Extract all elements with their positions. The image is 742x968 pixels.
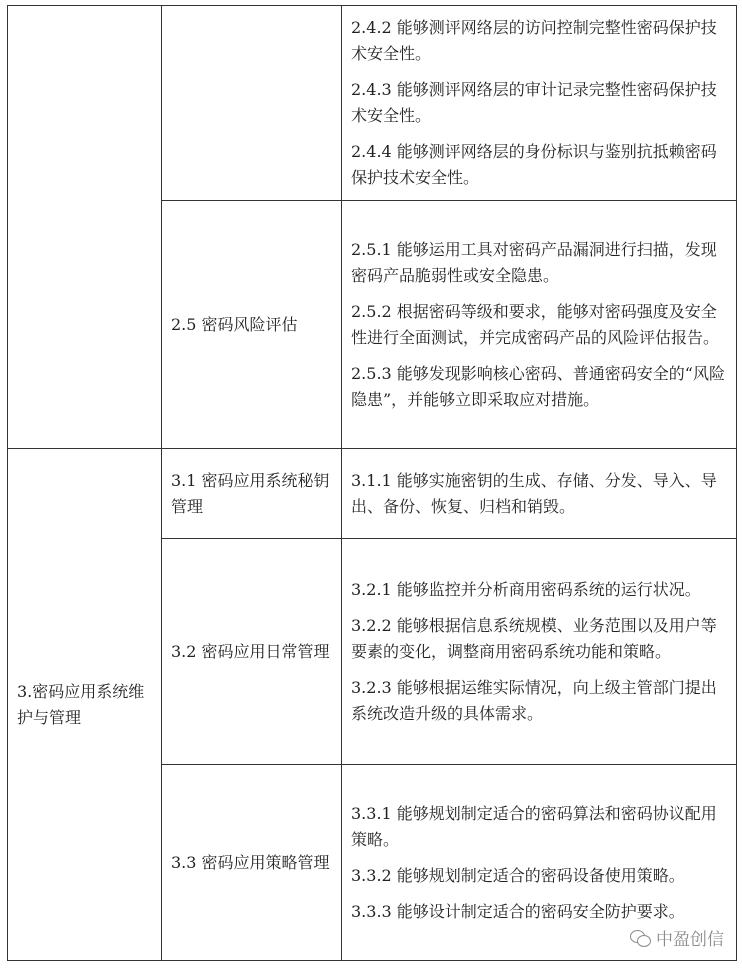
list-item: 3.3.3 能够设计制定适合的密码安全防护要求。 [351, 901, 685, 921]
subcategory-cell [162, 6, 342, 201]
category-cell [8, 6, 162, 449]
list-item: 2.5.2 根据密码等级和要求，能够对密码强度及安全性进行全面测试，并完成密码产品的风险评估报告。 [351, 301, 720, 347]
content-cell [342, 201, 737, 449]
list-item: 3.2.2 能够根据信息系统规模、业务范围以及用户等要素的变化，调整商用密码系统功能和策略。 [351, 615, 717, 661]
content-cell [342, 6, 737, 201]
list-item: 3.3.1 能够规划制定适合的密码算法和密码协议配用策略。 [351, 803, 717, 849]
list-item: 3.1.1 能够实施密钥的生成、存储、分发、导入、导出、备份、恢复、归档和销毁。 [351, 470, 717, 516]
list-item: 2.4.4 能够测评网络层的身份标识与鉴别抗抵赖密码保护技术安全性。 [351, 142, 717, 187]
list-item: 2.5.1 能够运用工具对密码产品漏洞进行扫描，发现密码产品脆弱性或安全隐患。 [351, 239, 717, 285]
list-item: 3.3.2 能够规划制定适合的密码设备使用策略。 [351, 865, 685, 885]
wechat-icon [630, 930, 650, 946]
competency-table [7, 5, 737, 961]
list-item: 3.2.1 能够监控并分析商用密码系统的运行状况。 [351, 579, 701, 599]
list-item: 2.5.3 能够发现影响核心密码、普通密码安全的“风险隐患”，并能够立即采取应对措施。 [351, 363, 725, 409]
watermark-text: 中盈创信 [656, 930, 724, 950]
table-row [8, 449, 737, 539]
watermark [630, 925, 724, 950]
category-cell: 3.密码应用系统维护与管理 [8, 449, 162, 961]
subcategory-cell: 3.1 密码应用系统秘钥管理 [162, 449, 342, 539]
subcategory-cell: 3.2 密码应用日常管理 [162, 539, 342, 765]
content-cell [342, 539, 737, 765]
table-row [8, 6, 737, 201]
list-item: 2.4.2 能够测评网络层的访问控制完整性密码保护技术安全性。 [351, 18, 717, 63]
content-cell [342, 449, 737, 539]
subcategory-cell: 2.5 密码风险评估 [162, 201, 342, 449]
list-item: 2.4.3 能够测评网络层的审计记录完整性密码保护技术安全性。 [351, 80, 717, 125]
list-item: 3.2.3 能够根据运维实际情况，向上级主管部门提出系统改造升级的具体需求。 [351, 677, 717, 723]
subcategory-cell: 3.3 密码应用策略管理 [162, 765, 342, 961]
